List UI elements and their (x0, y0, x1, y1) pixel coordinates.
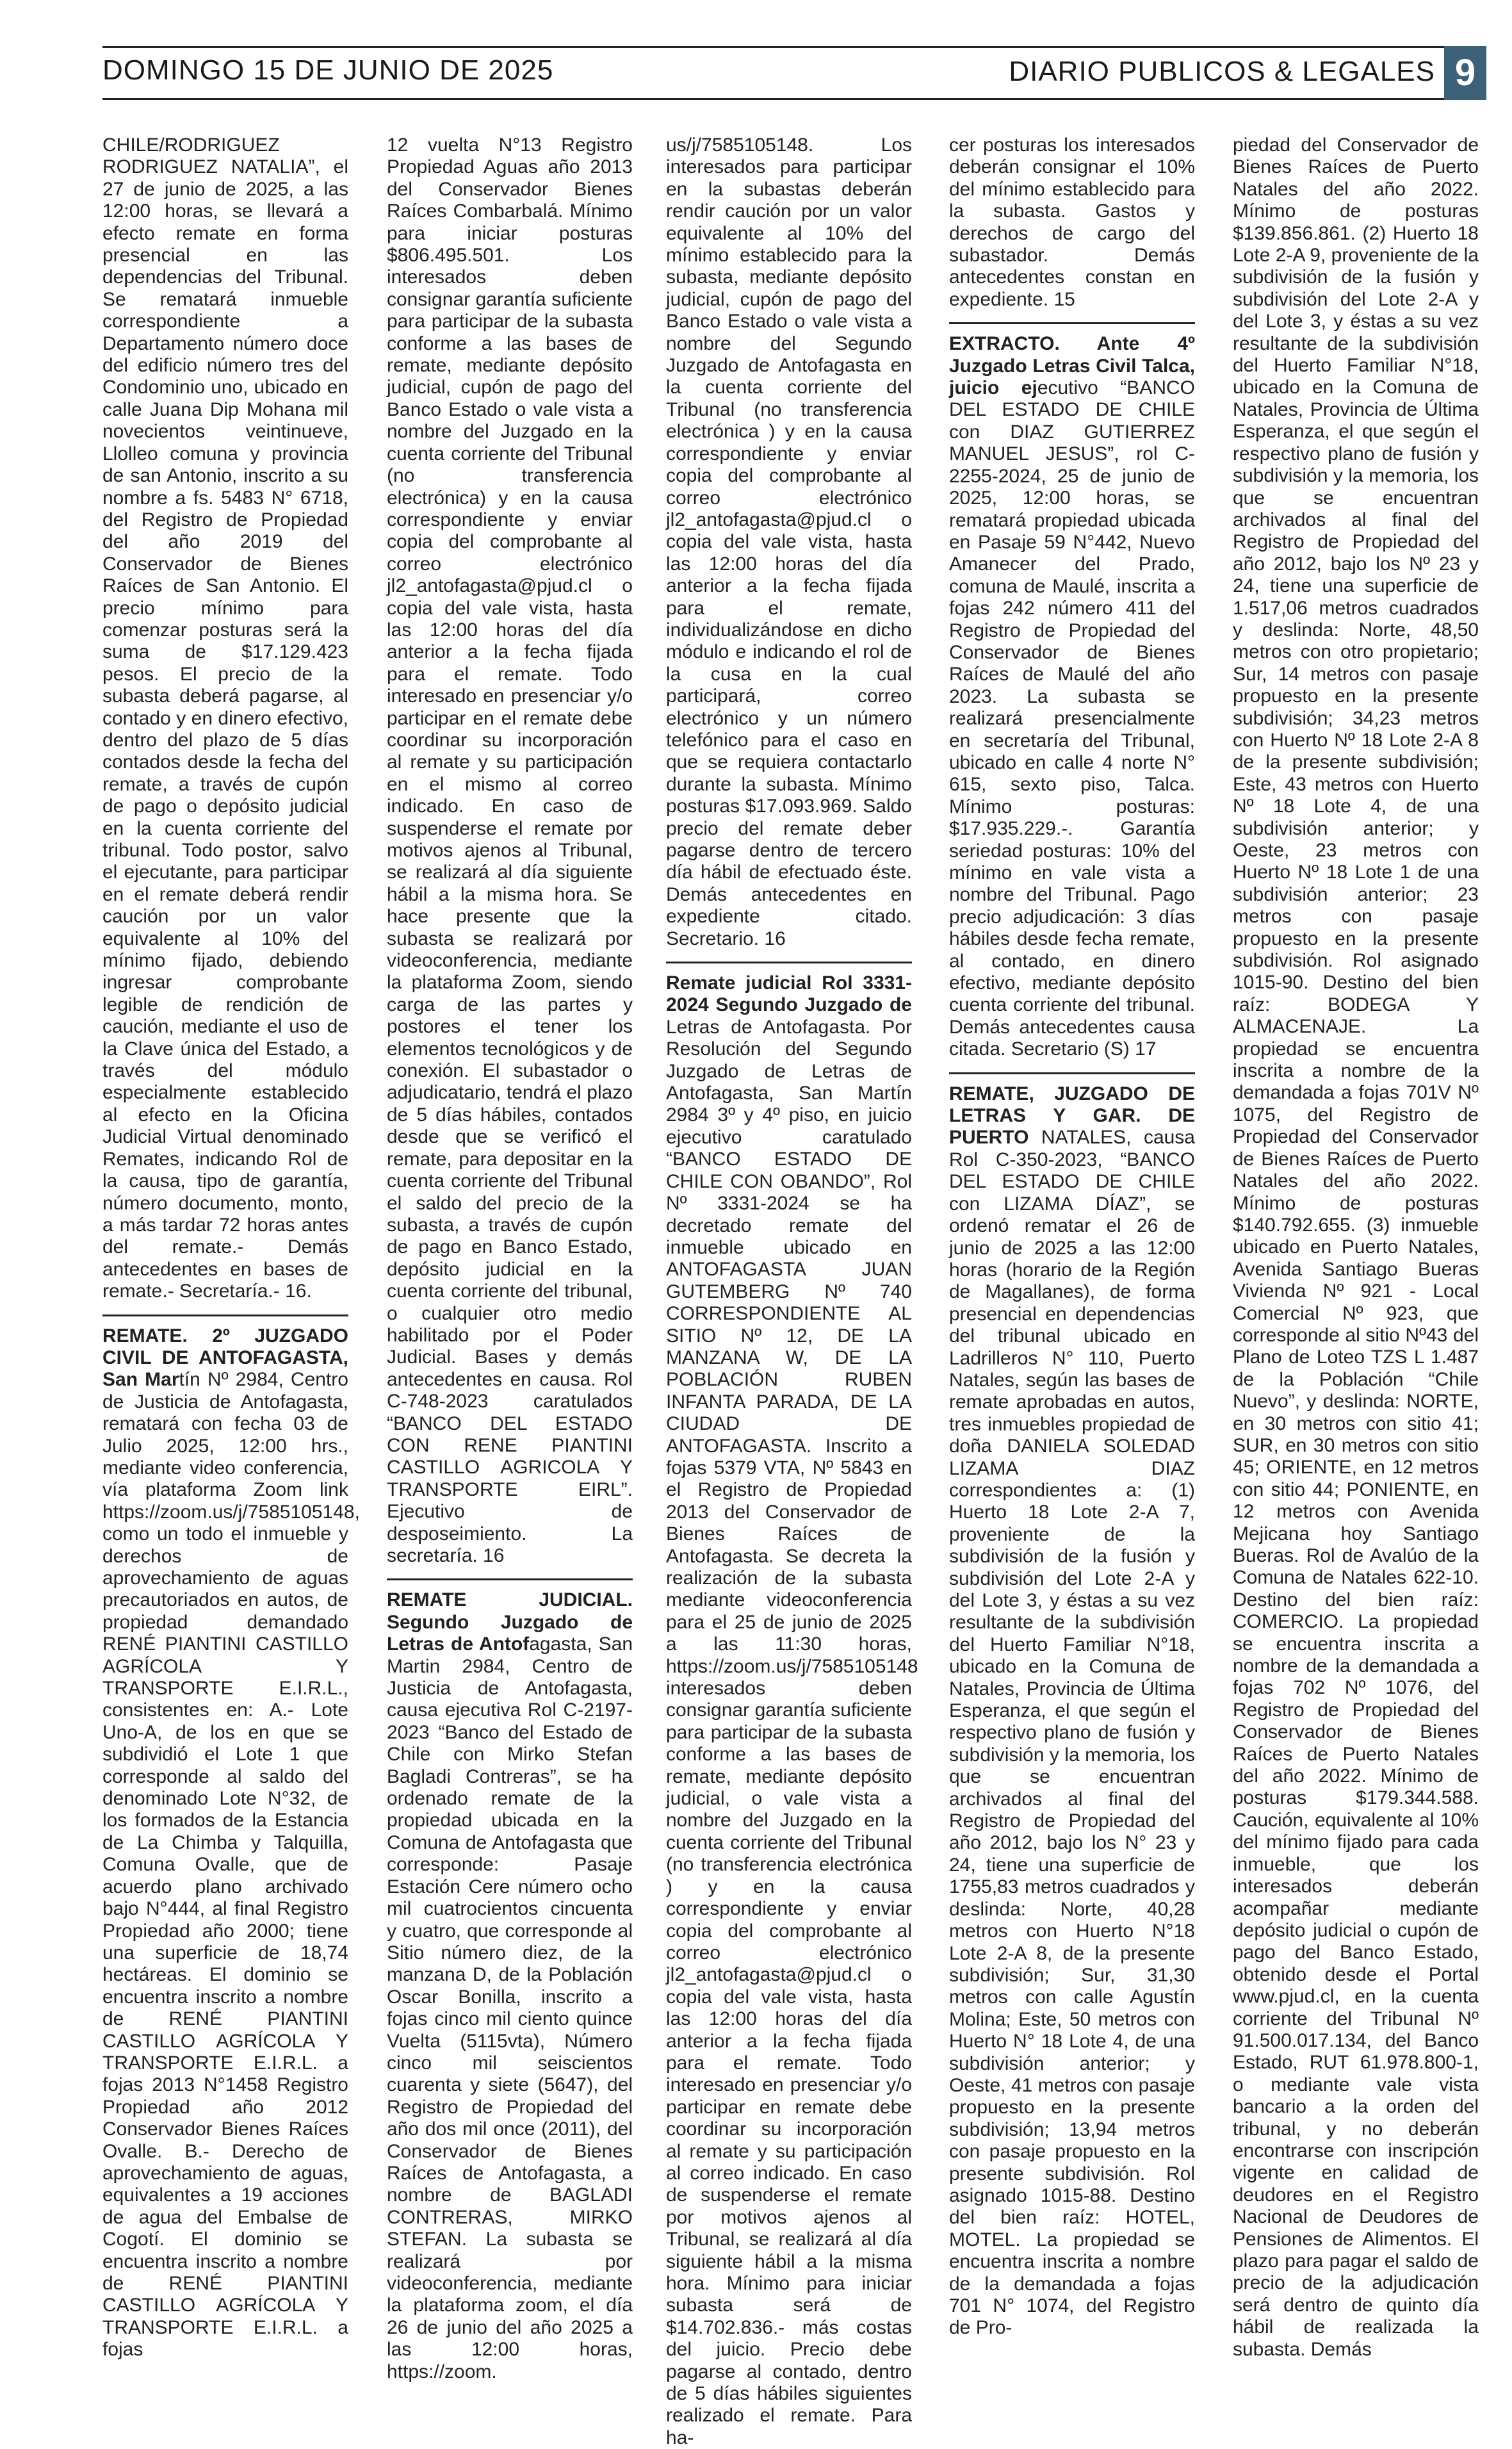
column-5 (1233, 135, 1479, 2360)
notice-body: tín Nº 2984, Centro de Justicia de Antofagasta, rematará con fecha 03 de Julio 2025, 12:00 hrs., mediante video conferencia, vía plataforma Zoom link https://zoom.us/j/7585105148, como un todo el inmueble y derechos de aprovechamiento de aguas precautoriados en autos, de propiedad demandado RENÉ PIANTINI CASTILLO AGRÍCOLA Y TRANSPORTE E.I.R.L., consistentes en: A.- Lote Uno-A, de los en que se subdividió el Lote 1 que corresponde al saldo del denominado Lote N°32, de los formados de la Estancia de La Chimba y Talquilla, Comuna Ovalle, que de acuerdo plano archivado bajo N°444, al final Registro Propiedad año 2000; tiene una superficie de 18,74 hectáreas. El dominio se encuentra inscrito a nombre de RENÉ PIANTINI CASTILLO AGRÍCOLA Y TRANSPORTE E.I.R.L. a fojas 2013 N°1458 Registro Propiedad año 2012 Conservador Bienes Raíces Ovalle. B.- Derecho de aprovechamiento de aguas, equivalentes a 19 acciones de agua del Embalse de Cogotí. El dominio se encuentra inscrito a nombre de RENÉ PIANTINI CASTILLO AGRÍCOLA Y TRANSPORTE E.I.R.L. a fojas (102, 1369, 360, 2361)
notice-divider (949, 1072, 1195, 1074)
notice-body: NATALES, causa Rol C-350-2023, “BANCO DEL ESTADO DE CHILE con LIZAMA DÍAZ”, se ordenó rematar el 26 de junio de 2025 a las 12:00 horas (horario de la Región de Magallanes), de forma presencial en dependencias del tribunal ubicado en Ladrilleros N° 110, Puerto Natales, según las bases de remate aprobadas en autos, tres inmuebles propiedad de doña DANIELA SOLEDAD LIZAMA DIAZ correspondientes a: (1) Huerto 18 Lote 2-A 7, proveniente de la subdivisión de la fusión y subdivisión del Lote 2-A y del Lote 3, y éstas a su vez resultante de la subdivisión del Huerto Familiar N°18, ubicado en la Comuna de Natales, Provincia de Última Esperanza, el que según el respectivo plano de fusión y subdivisión y la memoria, los que se encuentran archivados al final del Registro de Propiedad del año 2012, bajo los N° 23 y 24, tiene una superficie de 1755,83 metros cuadrados y deslinda: Norte, 40,28 metros con Huerto N°18 Lote 2-A 8, de la presente subdivisión; Sur, 31,30 metros con calle Agustín Molina; Este, 50 metros con Huerto N° 18 Lote 4, de una subdivisión anterior; y Oeste, 41 metros con pasaje propuesto en la presente subdivisión; 13,94 metros con pasaje propuesto en la presente subdivisión. Rol asignado 1015-88. Destino del bien raíz: HOTEL, MOTEL. La propiedad se encuentra inscrita a nombre de la demandada a fojas 701 N° 1074, del Registro de Pro- (949, 1127, 1195, 2339)
column-2 (387, 135, 633, 2382)
notice-divider (949, 322, 1195, 324)
notice-heading: Remate judicial Rol 3331-2024 Segundo Juzgado de (666, 972, 912, 1016)
column-1 (102, 135, 360, 2361)
notice-text (387, 1589, 633, 2383)
notice-text (949, 1083, 1195, 2339)
notice-text: us/j/7585105148. Los interesados para participar en la subastas deberán rendir caución por un valor equivalente al 10% del mínimo establecido para la subasta, mediante depósito judicial, cupón de pago del Banco Estado o vale vista a nombre del Segundo Juzgado de Antofagasta en la cuenta corriente del Tribunal (no transferencia electrónica ) y en la causa correspondiente y enviar copia del comprobante al correo electrónico jl2_antofagasta@pjud.cl o copia del vale vista, hasta las 12:00 horas del día anterior a la fecha fijada para el remate, individualizándose en dicho módulo e indicando el rol de la cusa en la cual participará, correo electrónico y un número telefónico para el caso en que se requiera contactarlo durante la subasta. Mínimo posturas $17.093.969. Saldo precio del remate deber pagarse dentro de tercero día hábil de efectuado éste. Demás antecedentes en expediente citado. Secretario. 16 (666, 135, 912, 949)
notice-divider (102, 1315, 348, 1316)
column-4 (949, 135, 1195, 2339)
notice-heading: REMATE. 2º JUZGADO CIVIL DE ANTOFAGASTA, San Mar (102, 1325, 348, 1391)
notice-divider (666, 962, 912, 963)
page-header (102, 46, 1486, 100)
notice-heading: REMATE, JUZGADO DE LETRAS Y GAR. DE PUERTO (949, 1083, 1195, 1149)
publication-name: DIARIO PUBLICOS & LEGALES (1009, 56, 1435, 87)
notice-divider (387, 1578, 633, 1580)
notice-heading: REMATE JUDICIAL. Segundo Juzgado de Letras de Antof (387, 1589, 633, 1655)
notice-text: CHILE/RODRIGUEZ RODRIGUEZ NATALIA”, el 27 de junio de 2025, a las 12:00 horas, se llevará a efecto remate en forma presencial en las dependencias del Tribunal. Se rematará inmueble correspondiente a Departamento número doce del edificio número tres del Condominio uno, ubicado en calle Juana Dip Mohana mil novecientos veintinueve, Llolleo comuna y provincia de san Antonio, inscrito a su nombre a fs. 5483 N° 6718, del Registro de Propiedad del año 2019 del Conservador de Bienes Raíces de San Antonio. El precio mínimo para comenzar posturas será la suma de $17.129.423 pesos. El precio de la subasta deberá pagarse, al contado y en dinero efectivo, dentro del plazo de 5 días contados desde la fecha del remate, a través de cupón de pago o depósito judicial en la cuenta corriente del tribunal. Todo postor, salvo el ejecutante, para participar en el remate deberá rendir caución por un valor equivalente al 10% del mínimo fijado, debiendo ingresar comprobante legible de rendición de caución, mediante el uso de la Clave única del Estado, a través del módulo especialmente establecido al efecto en la Oficina Judicial Virtual denominado Remates, indicando Rol de la causa, tipo de garantía, número documento, monto, a más tardar 72 horas antes del remate.- Demás antecedentes en bases de remate.- Secretaría.- 16. (102, 135, 348, 1302)
notice-text (666, 972, 918, 2449)
notice-text (949, 333, 1195, 1060)
notice-heading: EXTRACTO. Ante 4º Juzgado Letras Civil Talca, juicio ej (949, 333, 1195, 399)
page-number: 9 (1444, 46, 1486, 100)
notice-body: ecutivo “BANCO DEL ESTADO DE CHILE con DIAZ GUTIERREZ MANUEL JESUS”, rol C-2255-2024, 25 de junio de 2025, 12:00 horas, se rematará propiedad ubicada en Pasaje 59 N°442, Nuevo Amanecer del Prado, comuna de Maulé, inscrita a fojas 242 número 411 del Registro de Propiedad del Conservador de Bienes Raíces de Maulé del año 2023. La subasta se realizará presencialmente en secretaría del Tribunal, ubicado en calle 4 norte N° 615, sexto piso, Talca. Mínimo posturas: $17.935.229.-. Garantía seriedad posturas: 10% del mínimo en vale vista a nombre del Tribunal. Pago precio adjudicación: 3 días hábiles desde fecha remate, al contado, en dinero efectivo, mediante depósito cuenta corriente del tribunal. Demás antecedentes causa citada. Secretario (S) 17 (949, 377, 1195, 1060)
issue-date: DOMINGO 15 DE JUNIO DE 2025 (102, 54, 554, 86)
notice-text: piedad del Conservador de Bienes Raíces de Puerto Natales del año 2022. Mínimo de posturas $139.856.861. (2) Huerto 18 Lote 2-A 9, proveniente de la subdivisión de la fusión y subdivisión del Lote 2-A y del Lote 3, y éstas a su vez resultante de la subdivisión del Huerto Familiar N°18, ubicado en la Comuna de Natales, Provincia de Última Esperanza, el que según el respectivo plano de fusión y subdivisión y la memoria, los que se encuentran archivados al final del Registro de Propiedad del año 2012, bajo los Nº 23 y 24, tiene una superficie de 1.517,06 metros cuadrados y deslinda: Norte, 48,50 metros con otro propietario; Sur, 14 metros con pasaje propuesto en la presente subdivisión; 34,23 metros con Huerto Nº 18 Lote 2-A 8 de la presente subdivisión; Este, 43 metros con Huerto Nº 18 Lote 4, de una subdivisión anterior; y Oeste, 23 metros con Huerto Nº 18 Lote 1 de una subdivisión anterior; 23 metros con pasaje propuesto en la presente subdivisión. Rol asignado 1015-90. Destino del bien raíz: BODEGA Y ALMACENAJE. La propiedad se encuentra inscrita a nombre de la demandada a fojas 701V Nº 1075, del Registro de Propiedad del Conservador de Bienes Raíces de Puerto Natales del año 2022. Mínimo de posturas $140.792.655. (3) inmueble ubicado en Puerto Natales, Avenida Santiago Bueras Vivienda Nº 921 - Local Comercial Nº 923, que corresponde al sitio Nº43 del Plano de Loteo TZS L 1.487 de la Población “Chile Nuevo”, y deslinda: NORTE, en 30 metros con sitio 41; SUR, en 30 metros con sitio 45; ORIENTE, en 12 metros con sitio 44; PONIENTE, en 12 metros con Avenida Mejicana hoy Santiago Bueras. Rol de Avalúo de la Comuna de Natales 622-10. Destino del bien raíz: COMERCIO. La propiedad se encuentra inscrita a nombre de la demandada a fojas 702 Nº 1076, del Registro de Propiedad del Conservador de Bienes Raíces de Puerto Natales del año 2022. Mínimo de posturas $179.344.588. Caución, equivalente al 10% del mínimo fijado para cada inmueble, que los interesados deberán acompañar mediante depósito judicial o cupón de pago del Banco Estado, obtenido desde el Portal www.pjud.cl, en la cuenta corriente del Tribunal Nº 91.500.017.134, del Banco Estado, RUT 61.978.800-1, o mediante vale vista bancario a la orden del tribunal, y no deberán encontrarse con inscripción vigente en calidad de deudores en el Registro Nacional de Deudores de Pensiones de Alimentos. El plazo para pagar el saldo de precio de la adjudicación será dentro de quinto día hábil de realizada la subasta. Demás (1233, 135, 1479, 2360)
notice-text: cer posturas los interesados deberán consignar el 10% del mínimo establecido para la subasta. Gastos y derechos de cargo del subastador. Demás antecedentes constan en expediente. 15 (949, 135, 1195, 310)
notice-body: agasta, San Martin 2984, Centro de Justicia de Antofagasta, causa ejecutiva Rol C-2197-2023 “Banco del Estado de Chile con Mirko Stefan Bagladi Contreras”, se ha ordenado remate de la propiedad ubicada en la Comuna de Antofagasta que corresponde: Pasaje Estación Cere número ocho mil cuatrocientos cincuenta y cuatro, que corresponde al Sitio número diez, de la manzana D, de la Población Oscar Bonilla, inscrito a fojas cinco mil ciento quince Vuelta (5115vta), Número cinco mil seiscientos cuarenta y siete (5647), del Registro de Propiedad del año dos mil once (2011), del Conservador de Bienes Raíces de Antofagasta, a nombre de BAGLADI CONTRERAS, MIRKO STEFAN. La subasta se realizará por videoconferencia, mediante la plataforma zoom, el día 26 de junio del año 2025 a las 12:00 horas, https://zoom. (387, 1634, 633, 2382)
notice-text: 12 vuelta N°13 Registro Propiedad Aguas año 2013 del Conservador Bienes Raíces Combarbalá. Mínimo para iniciar posturas $806.495.501. Los interesados deben consignar garantía suficiente para participar de la subasta conforme a las bases de remate, mediante depósito judicial, cupón de pago del Banco Estado o vale vista a nombre del Juzgado en la cuenta corriente del Tribunal (no transferencia electrónica) y en la causa correspondiente y enviar copia del comprobante al correo electrónico jl2_antofagasta@pjud.cl o copia del vale vista, hasta las 12:00 horas del día anterior a la fecha fijada para el remate. Todo interesado en presenciar y/o participar en el remate debe coordinar su incorporación al remate y su participación en el mismo al correo indicado. En caso de suspenderse el remate por motivos ajenos al Tribunal, se realizará al día siguiente hábil a la misma hora. Se hace presente que la subasta se realizará por videoconferencia, mediante la plataforma Zoom, siendo carga de las partes y postores el tener los elementos tecnológicos y de conexión. El subastador o adjudicatario, tendrá el plazo de 5 días hábiles, contados desde que se verificó el remate, para depositar en la cuenta corriente del Tribunal el saldo del precio de la subasta, a través de cupón de pago en Banco Estado, depósito judicial en la cuenta corriente del tribunal, o cualquier otro medio habilitado por el Poder Judicial. Bases y demás antecedentes en causa. Rol C-748-2023 caratulados “BANCO DEL ESTADO CON RENE PIANTINI CASTILLO AGRICOLA Y TRANSPORTE EIRL”. Ejecutivo de desposeimiento. La secretaría. 16 (387, 135, 633, 1566)
notice-text (102, 1325, 360, 2361)
column-3 (666, 135, 918, 2448)
notice-body: Letras de Antofagasta. Por Resolución del Segundo Juzgado de Letras de Antofagasta, San Martín 2984 3º y 4º piso, en juicio ejecutivo caratulado “BANCO ESTADO DE CHILE CON OBANDO”, Rol Nº 3331-2024 se ha decretado remate del inmueble ubicado en ANTOFAGASTA JUAN GUTEMBERG Nº 740 CORRESPONDIENTE AL SITIO Nº 12, DE LA MANZANA W, DE LA POBLACIÓN RUBEN INFANTA PARADA, DE LA CIUDAD DE ANTOFAGASTA. Inscrito a fojas 5379 VTA, Nº 5843 en el Registro de Propiedad 2013 del Conservador de Bienes Raíces de Antofagasta. Se decreta la realización de la subasta mediante videoconferencia para el 25 de junio de 2025 a las 11:30 horas, https://zoom.us/j/7585105148 interesados deben consignar garantía suficiente para participar de la subasta conforme a las bases de remate, mediante depósito judicial, o vale vista a nombre del Juzgado en la cuenta corriente del Tribunal (no transferencia electrónica ) y en la causa correspondiente y enviar copia del comprobante al correo electrónico jl2_antofagasta@pjud.cl o copia del vale vista, hasta las 12:00 horas del día anterior a la fecha fijada para el remate. Todo interesado en presenciar y/o participar en remate debe coordinar su incorporación al remate y su participación al correo indicado. En caso de suspenderse el remate por motivos ajenos al Tribunal, se realizará al día siguiente hábil a la misma hora. Mínimo para iniciar subasta será de $14.702.836.- más costas del juicio. Precio debe pagarse al contado, dentro de 5 días hábiles siguientes realizado el remate. Para ha- (666, 1016, 918, 2448)
